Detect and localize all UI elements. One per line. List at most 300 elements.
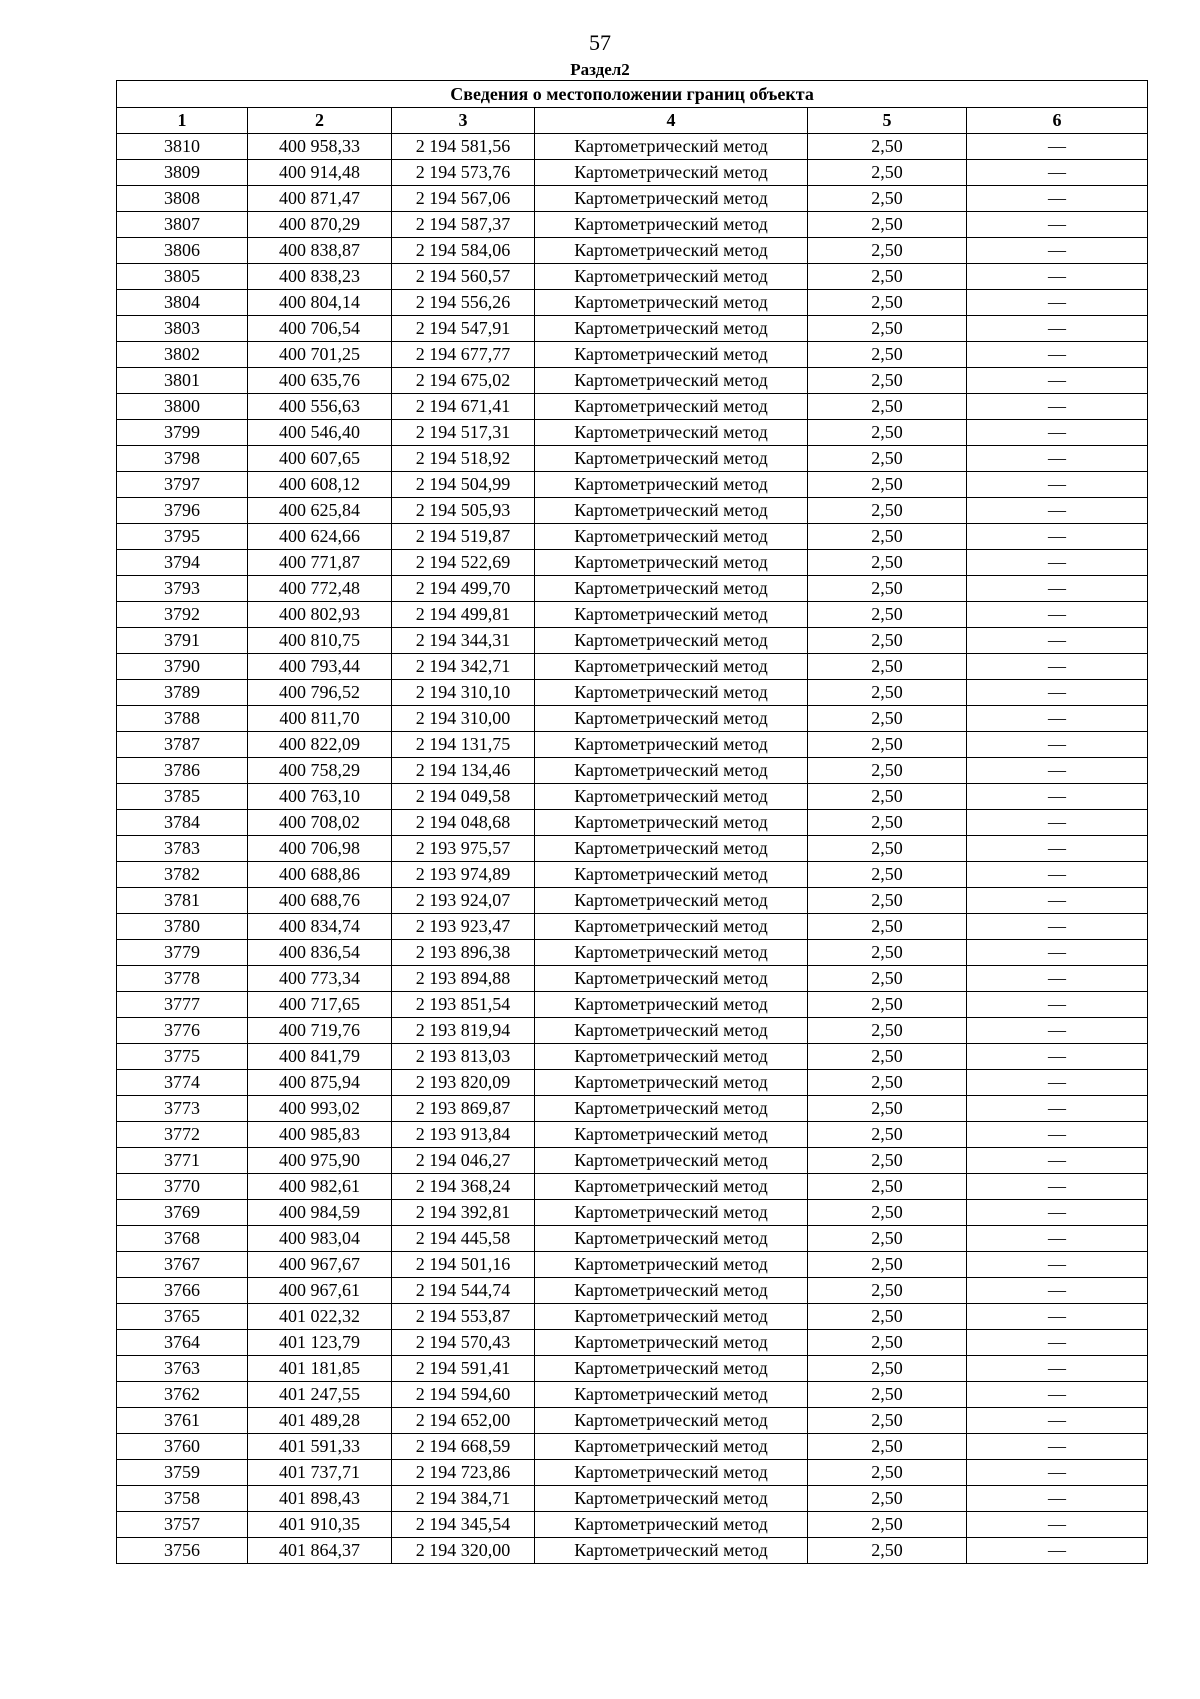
description-cell: — (967, 1070, 1148, 1096)
point-number-cell: 3793 (117, 576, 248, 602)
accuracy-cell: 2,50 (808, 1226, 967, 1252)
method-cell: Картометрический метод (535, 446, 808, 472)
table-row (117, 394, 1148, 420)
method-cell: Картометрический метод (535, 238, 808, 264)
point-number-cell: 3791 (117, 628, 248, 654)
accuracy-cell: 2,50 (808, 368, 967, 394)
description-cell: — (967, 836, 1148, 862)
column-header: 3 (392, 108, 535, 134)
table-row (117, 966, 1148, 992)
accuracy-cell: 2,50 (808, 1122, 967, 1148)
x-coordinate-cell: 401 591,33 (248, 1434, 392, 1460)
table-row (117, 654, 1148, 680)
point-number-cell: 3766 (117, 1278, 248, 1304)
accuracy-cell: 2,50 (808, 394, 967, 420)
accuracy-cell: 2,50 (808, 602, 967, 628)
table-row (117, 576, 1148, 602)
method-cell: Картометрический метод (535, 1512, 808, 1538)
method-cell: Картометрический метод (535, 394, 808, 420)
x-coordinate-cell: 400 793,44 (248, 654, 392, 680)
method-cell: Картометрический метод (535, 1304, 808, 1330)
table-row (117, 446, 1148, 472)
accuracy-cell: 2,50 (808, 810, 967, 836)
x-coordinate-cell: 400 838,23 (248, 264, 392, 290)
method-cell: Картометрический метод (535, 1200, 808, 1226)
y-coordinate-cell: 2 194 522,69 (392, 550, 535, 576)
x-coordinate-cell: 401 898,43 (248, 1486, 392, 1512)
accuracy-cell: 2,50 (808, 914, 967, 940)
point-number-cell: 3774 (117, 1070, 248, 1096)
table-row (117, 498, 1148, 524)
method-cell: Картометрический метод (535, 160, 808, 186)
x-coordinate-cell: 400 967,67 (248, 1252, 392, 1278)
y-coordinate-cell: 2 194 049,58 (392, 784, 535, 810)
table-row (117, 1174, 1148, 1200)
table-row (117, 1148, 1148, 1174)
description-cell: — (967, 732, 1148, 758)
table-header-row (117, 108, 1148, 134)
point-number-cell: 3799 (117, 420, 248, 446)
point-number-cell: 3798 (117, 446, 248, 472)
description-cell: — (967, 706, 1148, 732)
accuracy-cell: 2,50 (808, 992, 967, 1018)
y-coordinate-cell: 2 194 519,87 (392, 524, 535, 550)
table-row (117, 1408, 1148, 1434)
description-cell: — (967, 810, 1148, 836)
x-coordinate-cell: 401 247,55 (248, 1382, 392, 1408)
y-coordinate-cell: 2 194 652,00 (392, 1408, 535, 1434)
y-coordinate-cell: 2 193 975,57 (392, 836, 535, 862)
x-coordinate-cell: 400 706,54 (248, 316, 392, 342)
x-coordinate-cell: 400 875,94 (248, 1070, 392, 1096)
accuracy-cell: 2,50 (808, 966, 967, 992)
method-cell: Картометрический метод (535, 1226, 808, 1252)
table-row (117, 1018, 1148, 1044)
y-coordinate-cell: 2 194 499,70 (392, 576, 535, 602)
method-cell: Картометрический метод (535, 1044, 808, 1070)
point-number-cell: 3771 (117, 1148, 248, 1174)
method-cell: Картометрический метод (535, 186, 808, 212)
table-row (117, 264, 1148, 290)
x-coordinate-cell: 400 708,02 (248, 810, 392, 836)
x-coordinate-cell: 400 546,40 (248, 420, 392, 446)
y-coordinate-cell: 2 194 320,00 (392, 1538, 535, 1564)
x-coordinate-cell: 400 607,65 (248, 446, 392, 472)
x-coordinate-cell: 400 967,61 (248, 1278, 392, 1304)
method-cell: Картометрический метод (535, 264, 808, 290)
table-row (117, 1122, 1148, 1148)
description-cell: — (967, 212, 1148, 238)
point-number-cell: 3764 (117, 1330, 248, 1356)
x-coordinate-cell: 400 763,10 (248, 784, 392, 810)
description-cell: — (967, 1122, 1148, 1148)
description-cell: — (967, 680, 1148, 706)
y-coordinate-cell: 2 194 048,68 (392, 810, 535, 836)
point-number-cell: 3781 (117, 888, 248, 914)
y-coordinate-cell: 2 194 384,71 (392, 1486, 535, 1512)
y-coordinate-cell: 2 194 310,00 (392, 706, 535, 732)
description-cell: — (967, 446, 1148, 472)
description-cell: — (967, 758, 1148, 784)
description-cell: — (967, 394, 1148, 420)
y-coordinate-cell: 2 194 573,76 (392, 160, 535, 186)
accuracy-cell: 2,50 (808, 1096, 967, 1122)
y-coordinate-cell: 2 194 134,46 (392, 758, 535, 784)
x-coordinate-cell: 400 802,93 (248, 602, 392, 628)
y-coordinate-cell: 2 194 668,59 (392, 1434, 535, 1460)
x-coordinate-cell: 400 772,48 (248, 576, 392, 602)
description-cell: — (967, 1174, 1148, 1200)
y-coordinate-cell: 2 194 587,37 (392, 212, 535, 238)
description-cell: — (967, 290, 1148, 316)
table-row (117, 1434, 1148, 1460)
y-coordinate-cell: 2 193 813,03 (392, 1044, 535, 1070)
x-coordinate-cell: 401 123,79 (248, 1330, 392, 1356)
description-cell: — (967, 1486, 1148, 1512)
method-cell: Картометрический метод (535, 524, 808, 550)
description-cell: — (967, 1434, 1148, 1460)
table-row (117, 420, 1148, 446)
method-cell: Картометрический метод (535, 784, 808, 810)
y-coordinate-cell: 2 194 594,60 (392, 1382, 535, 1408)
accuracy-cell: 2,50 (808, 1278, 967, 1304)
accuracy-cell: 2,50 (808, 1174, 967, 1200)
point-number-cell: 3797 (117, 472, 248, 498)
method-cell: Картометрический метод (535, 602, 808, 628)
point-number-cell: 3789 (117, 680, 248, 706)
table-row (117, 836, 1148, 862)
point-number-cell: 3780 (117, 914, 248, 940)
point-number-cell: 3790 (117, 654, 248, 680)
method-cell: Картометрический метод (535, 290, 808, 316)
table-row (117, 134, 1148, 160)
y-coordinate-cell: 2 194 345,54 (392, 1512, 535, 1538)
description-cell: — (967, 472, 1148, 498)
y-coordinate-cell: 2 193 869,87 (392, 1096, 535, 1122)
table-row (117, 914, 1148, 940)
x-coordinate-cell: 400 758,29 (248, 758, 392, 784)
accuracy-cell: 2,50 (808, 1512, 967, 1538)
y-coordinate-cell: 2 194 553,87 (392, 1304, 535, 1330)
description-cell: — (967, 238, 1148, 264)
x-coordinate-cell: 400 836,54 (248, 940, 392, 966)
accuracy-cell: 2,50 (808, 680, 967, 706)
x-coordinate-cell: 400 993,02 (248, 1096, 392, 1122)
description-cell: — (967, 914, 1148, 940)
y-coordinate-cell: 2 193 896,38 (392, 940, 535, 966)
description-cell: — (967, 420, 1148, 446)
method-cell: Картометрический метод (535, 1460, 808, 1486)
table-row (117, 1226, 1148, 1252)
table-row (117, 1382, 1148, 1408)
table-row (117, 212, 1148, 238)
x-coordinate-cell: 400 838,87 (248, 238, 392, 264)
description-cell: — (967, 940, 1148, 966)
table-row (117, 368, 1148, 394)
accuracy-cell: 2,50 (808, 446, 967, 472)
x-coordinate-cell: 400 871,47 (248, 186, 392, 212)
method-cell: Картометрический метод (535, 1486, 808, 1512)
method-cell: Картометрический метод (535, 1018, 808, 1044)
description-cell: — (967, 1538, 1148, 1564)
description-cell: — (967, 1044, 1148, 1070)
x-coordinate-cell: 400 719,76 (248, 1018, 392, 1044)
x-coordinate-cell: 400 796,52 (248, 680, 392, 706)
y-coordinate-cell: 2 194 567,06 (392, 186, 535, 212)
accuracy-cell: 2,50 (808, 1330, 967, 1356)
method-cell: Картометрический метод (535, 1382, 808, 1408)
method-cell: Картометрический метод (535, 992, 808, 1018)
x-coordinate-cell: 400 811,70 (248, 706, 392, 732)
y-coordinate-cell: 2 194 504,99 (392, 472, 535, 498)
description-cell: — (967, 160, 1148, 186)
x-coordinate-cell: 401 864,37 (248, 1538, 392, 1564)
x-coordinate-cell: 400 870,29 (248, 212, 392, 238)
accuracy-cell: 2,50 (808, 290, 967, 316)
accuracy-cell: 2,50 (808, 498, 967, 524)
point-number-cell: 3788 (117, 706, 248, 732)
table-row (117, 524, 1148, 550)
column-header: 2 (248, 108, 392, 134)
table-row (117, 342, 1148, 368)
description-cell: — (967, 498, 1148, 524)
table-row (117, 758, 1148, 784)
table-row (117, 1252, 1148, 1278)
accuracy-cell: 2,50 (808, 1356, 967, 1382)
accuracy-cell: 2,50 (808, 1148, 967, 1174)
accuracy-cell: 2,50 (808, 524, 967, 550)
y-coordinate-cell: 2 194 505,93 (392, 498, 535, 524)
accuracy-cell: 2,50 (808, 576, 967, 602)
accuracy-cell: 2,50 (808, 706, 967, 732)
x-coordinate-cell: 400 983,04 (248, 1226, 392, 1252)
x-coordinate-cell: 400 771,87 (248, 550, 392, 576)
description-cell: — (967, 992, 1148, 1018)
method-cell: Картометрический метод (535, 680, 808, 706)
method-cell: Картометрический метод (535, 706, 808, 732)
table-row (117, 1278, 1148, 1304)
method-cell: Картометрический метод (535, 732, 808, 758)
y-coordinate-cell: 2 194 584,06 (392, 238, 535, 264)
table-row (117, 940, 1148, 966)
table-row (117, 784, 1148, 810)
accuracy-cell: 2,50 (808, 316, 967, 342)
accuracy-cell: 2,50 (808, 836, 967, 862)
x-coordinate-cell: 400 556,63 (248, 394, 392, 420)
table-row (117, 1356, 1148, 1382)
method-cell: Картометрический метод (535, 914, 808, 940)
point-number-cell: 3807 (117, 212, 248, 238)
table-row (117, 550, 1148, 576)
y-coordinate-cell: 2 193 924,07 (392, 888, 535, 914)
point-number-cell: 3802 (117, 342, 248, 368)
y-coordinate-cell: 2 194 368,24 (392, 1174, 535, 1200)
point-number-cell: 3794 (117, 550, 248, 576)
accuracy-cell: 2,50 (808, 238, 967, 264)
method-cell: Картометрический метод (535, 1070, 808, 1096)
x-coordinate-cell: 401 022,32 (248, 1304, 392, 1330)
description-cell: — (967, 1018, 1148, 1044)
table-row (117, 992, 1148, 1018)
column-header: 5 (808, 108, 967, 134)
column-header: 1 (117, 108, 248, 134)
accuracy-cell: 2,50 (808, 160, 967, 186)
method-cell: Картометрический метод (535, 498, 808, 524)
x-coordinate-cell: 401 737,71 (248, 1460, 392, 1486)
y-coordinate-cell: 2 194 518,92 (392, 446, 535, 472)
accuracy-cell: 2,50 (808, 1044, 967, 1070)
x-coordinate-cell: 400 810,75 (248, 628, 392, 654)
method-cell: Картометрический метод (535, 368, 808, 394)
description-cell: — (967, 368, 1148, 394)
point-number-cell: 3786 (117, 758, 248, 784)
table-row (117, 238, 1148, 264)
x-coordinate-cell: 400 717,65 (248, 992, 392, 1018)
description-cell: — (967, 602, 1148, 628)
point-number-cell: 3795 (117, 524, 248, 550)
point-number-cell: 3779 (117, 940, 248, 966)
accuracy-cell: 2,50 (808, 784, 967, 810)
y-coordinate-cell: 2 194 445,58 (392, 1226, 535, 1252)
table-row (117, 290, 1148, 316)
point-number-cell: 3787 (117, 732, 248, 758)
x-coordinate-cell: 400 706,98 (248, 836, 392, 862)
table-row (117, 810, 1148, 836)
table-row (117, 1538, 1148, 1564)
x-coordinate-cell: 400 624,66 (248, 524, 392, 550)
x-coordinate-cell: 400 984,59 (248, 1200, 392, 1226)
x-coordinate-cell: 400 834,74 (248, 914, 392, 940)
description-cell: — (967, 1200, 1148, 1226)
x-coordinate-cell: 400 635,76 (248, 368, 392, 394)
method-cell: Картометрический метод (535, 758, 808, 784)
point-number-cell: 3756 (117, 1538, 248, 1564)
point-number-cell: 3763 (117, 1356, 248, 1382)
table-caption-row (117, 81, 1148, 108)
y-coordinate-cell: 2 194 517,31 (392, 420, 535, 446)
point-number-cell: 3803 (117, 316, 248, 342)
table-row (117, 1200, 1148, 1226)
accuracy-cell: 2,50 (808, 758, 967, 784)
description-cell: — (967, 342, 1148, 368)
accuracy-cell: 2,50 (808, 1486, 967, 1512)
y-coordinate-cell: 2 194 723,86 (392, 1460, 535, 1486)
table-row (117, 1304, 1148, 1330)
accuracy-cell: 2,50 (808, 1538, 967, 1564)
point-number-cell: 3769 (117, 1200, 248, 1226)
method-cell: Картометрический метод (535, 550, 808, 576)
y-coordinate-cell: 2 194 556,26 (392, 290, 535, 316)
point-number-cell: 3768 (117, 1226, 248, 1252)
method-cell: Картометрический метод (535, 940, 808, 966)
point-number-cell: 3770 (117, 1174, 248, 1200)
y-coordinate-cell: 2 194 344,31 (392, 628, 535, 654)
y-coordinate-cell: 2 193 923,47 (392, 914, 535, 940)
point-number-cell: 3765 (117, 1304, 248, 1330)
y-coordinate-cell: 2 194 675,02 (392, 368, 535, 394)
method-cell: Картометрический метод (535, 134, 808, 160)
table-row (117, 1096, 1148, 1122)
point-number-cell: 3806 (117, 238, 248, 264)
y-coordinate-cell: 2 194 671,41 (392, 394, 535, 420)
point-number-cell: 3783 (117, 836, 248, 862)
y-coordinate-cell: 2 194 544,74 (392, 1278, 535, 1304)
table-row (117, 1330, 1148, 1356)
accuracy-cell: 2,50 (808, 550, 967, 576)
x-coordinate-cell: 400 701,25 (248, 342, 392, 368)
description-cell: — (967, 1304, 1148, 1330)
description-cell: — (967, 784, 1148, 810)
table-row (117, 1070, 1148, 1096)
method-cell: Картометрический метод (535, 316, 808, 342)
description-cell: — (967, 1408, 1148, 1434)
accuracy-cell: 2,50 (808, 732, 967, 758)
x-coordinate-cell: 400 625,84 (248, 498, 392, 524)
point-number-cell: 3757 (117, 1512, 248, 1538)
method-cell: Картометрический метод (535, 1356, 808, 1382)
accuracy-cell: 2,50 (808, 1382, 967, 1408)
y-coordinate-cell: 2 194 310,10 (392, 680, 535, 706)
accuracy-cell: 2,50 (808, 1200, 967, 1226)
y-coordinate-cell: 2 193 819,94 (392, 1018, 535, 1044)
point-number-cell: 3761 (117, 1408, 248, 1434)
description-cell: — (967, 1252, 1148, 1278)
method-cell: Картометрический метод (535, 1278, 808, 1304)
description-cell: — (967, 862, 1148, 888)
y-coordinate-cell: 2 194 499,81 (392, 602, 535, 628)
y-coordinate-cell: 2 194 131,75 (392, 732, 535, 758)
x-coordinate-cell: 400 804,14 (248, 290, 392, 316)
accuracy-cell: 2,50 (808, 628, 967, 654)
method-cell: Картометрический метод (535, 1252, 808, 1278)
y-coordinate-cell: 2 193 820,09 (392, 1070, 535, 1096)
x-coordinate-cell: 400 914,48 (248, 160, 392, 186)
point-number-cell: 3778 (117, 966, 248, 992)
method-cell: Картометрический метод (535, 888, 808, 914)
point-number-cell: 3810 (117, 134, 248, 160)
description-cell: — (967, 654, 1148, 680)
description-cell: — (967, 1512, 1148, 1538)
method-cell: Картометрический метод (535, 576, 808, 602)
point-number-cell: 3808 (117, 186, 248, 212)
accuracy-cell: 2,50 (808, 342, 967, 368)
point-number-cell: 3759 (117, 1460, 248, 1486)
method-cell: Картометрический метод (535, 1538, 808, 1564)
description-cell: — (967, 316, 1148, 342)
y-coordinate-cell: 2 194 392,81 (392, 1200, 535, 1226)
x-coordinate-cell: 400 822,09 (248, 732, 392, 758)
method-cell: Картометрический метод (535, 1148, 808, 1174)
y-coordinate-cell: 2 193 851,54 (392, 992, 535, 1018)
y-coordinate-cell: 2 194 342,71 (392, 654, 535, 680)
y-coordinate-cell: 2 194 677,77 (392, 342, 535, 368)
accuracy-cell: 2,50 (808, 212, 967, 238)
page-number: 57 (589, 30, 611, 55)
point-number-cell: 3772 (117, 1122, 248, 1148)
method-cell: Картометрический метод (535, 212, 808, 238)
y-coordinate-cell: 2 193 913,84 (392, 1122, 535, 1148)
point-number-cell: 3796 (117, 498, 248, 524)
y-coordinate-cell: 2 194 591,41 (392, 1356, 535, 1382)
x-coordinate-cell: 400 688,76 (248, 888, 392, 914)
method-cell: Картометрический метод (535, 628, 808, 654)
method-cell: Картометрический метод (535, 654, 808, 680)
table-row (117, 888, 1148, 914)
method-cell: Картометрический метод (535, 1434, 808, 1460)
x-coordinate-cell: 400 608,12 (248, 472, 392, 498)
description-cell: — (967, 1278, 1148, 1304)
accuracy-cell: 2,50 (808, 134, 967, 160)
